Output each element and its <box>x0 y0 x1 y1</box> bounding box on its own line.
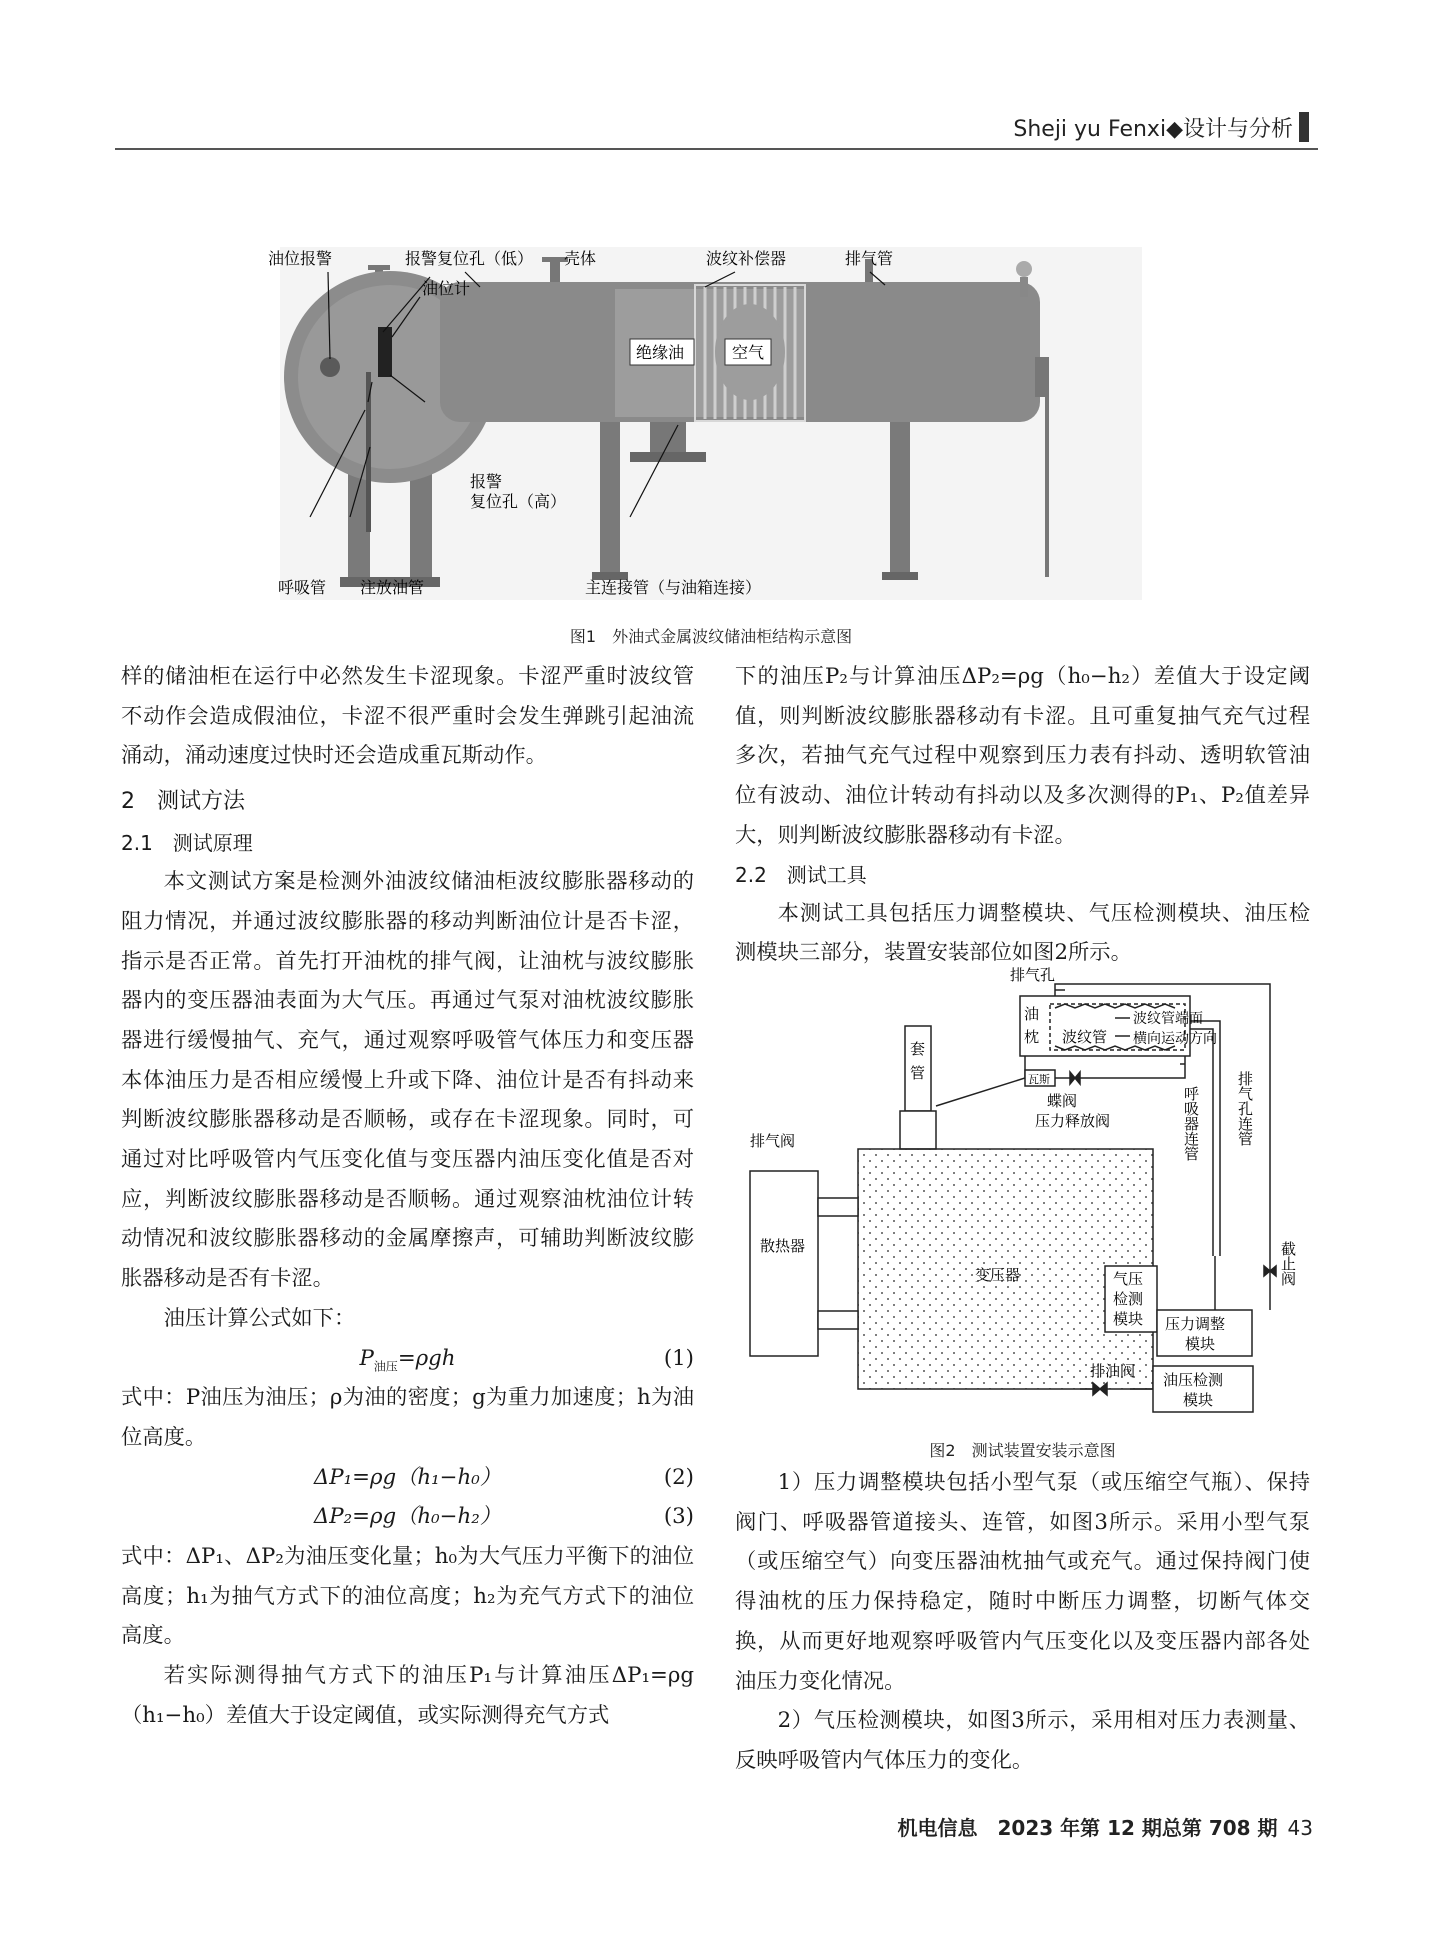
subsection-heading-2-2: 2.2 测试工具 <box>735 862 867 887</box>
fig2-label-gas-mod-1: 气压 <box>1113 1270 1144 1288</box>
fig2-label-pressure-mod-1: 压力调整 <box>1165 1315 1226 1333</box>
footer-issue: 2023 年第 12 期总第 708 期 <box>997 1816 1278 1840</box>
fig1-label-insulating-oil: 绝缘油 <box>636 343 685 362</box>
fig2-label-breather-pipe: 呼吸器连管 <box>1182 1086 1200 1161</box>
fig2-label-oil-mod-1: 油压检测 <box>1163 1371 1224 1389</box>
right-paragraph-3: 1）压力调整模块包括小型气泵（或压缩空气瓶）、保持阀门、呼吸器管道接头、连管，如图3所示。采用小型气泵（或压缩空气）向变压器油枕抽气或充气。通过保持阀门使得油枕的压力保持稳定，随时中断压力调整，切断气体交换，从而更好地观察呼吸管内气压变化以及变压器内部各处油压力变化情况。 <box>735 1470 1310 1694</box>
fig2-label-radiator: 散热器 <box>760 1237 806 1255</box>
subsection-heading-2-1: 2.1 测试原理 <box>121 831 253 856</box>
fig2-label-pressure-mod-2: 模块 <box>1185 1335 1216 1353</box>
left-paragraph-2: 本文测试方案是检测外油波纹储油柜波纹膨胀器移动的阻力情况，并通过波纹膨胀器的移动判断油位计是否卡涩，指示是否正常。首先打开油枕的排气阀，让油枕与波纹膨胀器内的变压器油表面为大气压。再通过气泵对油枕波纹膨胀器进行缓慢抽气、充气，通过观察呼吸管气体压力和变压器本体油压力是否相应缓慢上升或下降、油位计是否有抖动来判断波纹膨胀器移动是否顺畅，或存在卡涩现象。同时，可通过对比呼吸管内气压变化值与变压器内油压变化值是否对应，判断波纹膨胀器移动是否顺畅。通过观察油枕油位计转动情况和波纹膨胀器移动的金属摩擦声，可辅助判断波纹膨胀器移动是否有卡涩。 <box>121 869 694 1292</box>
fig1-label-vent-pipe: 排气管 <box>845 249 894 268</box>
fig1-label-drain: 注放油管 <box>360 578 425 597</box>
fig2-label-bushing-1: 套 <box>910 1040 926 1058</box>
right-paragraph-2: 本测试工具包括压力调整模块、气压检测模块、油压检测模块三部分，装置安装部位如图2所示。 <box>735 900 1310 966</box>
footer-page-number: 43 <box>1287 1816 1313 1840</box>
fig2-label-drain-valve: 排油阀 <box>1090 1362 1136 1380</box>
fig2-label-gas-mod-2: 检测 <box>1113 1290 1144 1308</box>
fig1-label-bellows-comp: 波纹补偿器 <box>706 249 787 268</box>
fig2-label-dir2: 横向运动方向 <box>1133 1031 1217 1047</box>
equation-3 <box>121 1497 694 1537</box>
fig1-label-air: 空气 <box>732 343 765 362</box>
equation-1 <box>121 1339 694 1379</box>
equation-1-number: (1) <box>663 1345 694 1371</box>
right-paragraph-4: 2）气压检测模块，如图3所示，采用相对压力表测量、反映呼吸管内气体压力的变化。 <box>735 1708 1310 1773</box>
eq1-subscript: 油压 <box>373 1358 398 1373</box>
fig2-label-relief: 压力释放阀 <box>1035 1112 1111 1130</box>
equation-2-number: (2) <box>663 1464 694 1490</box>
fig1-label-alarm: 报警 <box>470 472 503 491</box>
left-paragraph-4: 式中：P油压为油压；ρ为油的密度；g为重力加速度；h为油位高度。 <box>121 1385 694 1450</box>
fig2-label-butterfly: 蝶阀 <box>1047 1092 1078 1110</box>
radiator-box <box>750 1171 818 1356</box>
figure-1-caption: 图1 外油式金属波纹储油柜结构示意图 <box>569 627 853 646</box>
fig1-label-reset-high: 复位孔（高） <box>470 492 567 511</box>
figure-2 <box>735 966 1310 1426</box>
diamond-icon: ◆ <box>1166 117 1183 142</box>
fig2-label-bushing-2: 管 <box>910 1064 926 1082</box>
fig1-label-main-pipe: 主连接管（与油箱连接） <box>585 578 762 597</box>
equation-2 <box>121 1458 694 1498</box>
left-paragraph-1: 样的储油柜在运行中必然发生卡涩现象。卡涩严重时波纹管不动作会造成假油位，卡涩不很严重时会发生弹跳引起油流涌动，涌动速度过快时还会造成重瓦斯动作。 <box>121 664 694 769</box>
left-paragraph-6: 若实际测得抽气方式下的油压P₁与计算油压ΔP₁=ρg（h₁−h₀）差值大于设定阈值，或实际测得充气方式 <box>121 1663 694 1728</box>
footer-journal: 机电信息 <box>897 1816 978 1840</box>
fig1-label-oil-gauge: 油位计 <box>422 279 471 298</box>
fig2-label-stop-valve: 截止阀 <box>1279 1241 1297 1286</box>
fig1-label-shell: 壳体 <box>564 249 597 268</box>
left-column <box>121 657 694 1736</box>
equation-2-formula: ΔP₁=ρg（h₁−h₀） <box>313 1464 502 1490</box>
eq1-symbol: P <box>359 1345 374 1371</box>
journal-pinyin: Sheji yu Fenxi <box>1013 117 1167 142</box>
left-paragraph-5: 式中：ΔP₁、ΔP₂为油压变化量；h₀为大气压力平衡下的油位高度；h₁为抽气方式下的油位高度；h₂为充气方式下的油位高度。 <box>121 1544 694 1649</box>
fig2-label-vent-conn: 排气孔连管 <box>1236 1071 1254 1146</box>
header-rule <box>115 148 1318 150</box>
right-paragraph-1: 下的油压P₂与计算油压ΔP₂=ρg（h₀−h₂）差值大于设定阈值，则判断波纹膨胀器移动有卡涩。且可重复抽气充气过程多次，若抽气充气过程中观察到压力表有抖动、透明软管油位有波动、油位计转动有抖动以及多次测得的P₁、P₂值差异大，则判断波纹膨胀器移动有卡涩。 <box>735 664 1310 848</box>
fig1-label-oil-alarm: 油位报警 <box>268 249 333 268</box>
fig2-label-gas-relay: 瓦斯 <box>1028 1073 1050 1086</box>
fig2-label-bellows: 波纹管 <box>1062 1028 1108 1046</box>
fig2-label-vent-valve: 排气阀 <box>750 1132 796 1150</box>
fig2-label-gas-mod-3: 模块 <box>1113 1310 1144 1328</box>
fig2-label-oil: 油 <box>1024 1005 1040 1023</box>
fig1-label-breather: 呼吸管 <box>278 578 327 597</box>
eq1-rhs: =ρgh <box>397 1345 456 1371</box>
fig1-label-alarm-reset-low: 报警复位孔（低） <box>405 249 534 268</box>
fig2-label-oil-mod-2: 模块 <box>1183 1391 1214 1409</box>
fig2-label-vent-hole: 排气孔 <box>1010 966 1056 984</box>
figure-1 <box>268 247 1142 600</box>
right-column-bottom <box>735 1463 1310 1781</box>
header-bar-icon <box>1299 112 1309 142</box>
running-header <box>1013 112 1309 143</box>
fig2-label-dir1: 波纹管端面 <box>1133 1011 1203 1027</box>
right-column-top <box>735 657 1310 973</box>
page-footer <box>897 1812 1313 1841</box>
fig2-label-pillow: 枕 <box>1024 1028 1040 1046</box>
left-paragraph-3: 油压计算公式如下： <box>163 1305 356 1331</box>
equation-3-formula: ΔP₂=ρg（h₀−h₂） <box>313 1504 502 1530</box>
section-heading-2: 2 测试方法 <box>121 789 245 815</box>
figure-2-caption: 图2 测试装置安装示意图 <box>929 1441 1116 1460</box>
fig2-label-transformer: 变压器 <box>975 1266 1021 1284</box>
section-title: 设计与分析 <box>1182 117 1293 142</box>
equation-3-number: (3) <box>663 1504 694 1530</box>
